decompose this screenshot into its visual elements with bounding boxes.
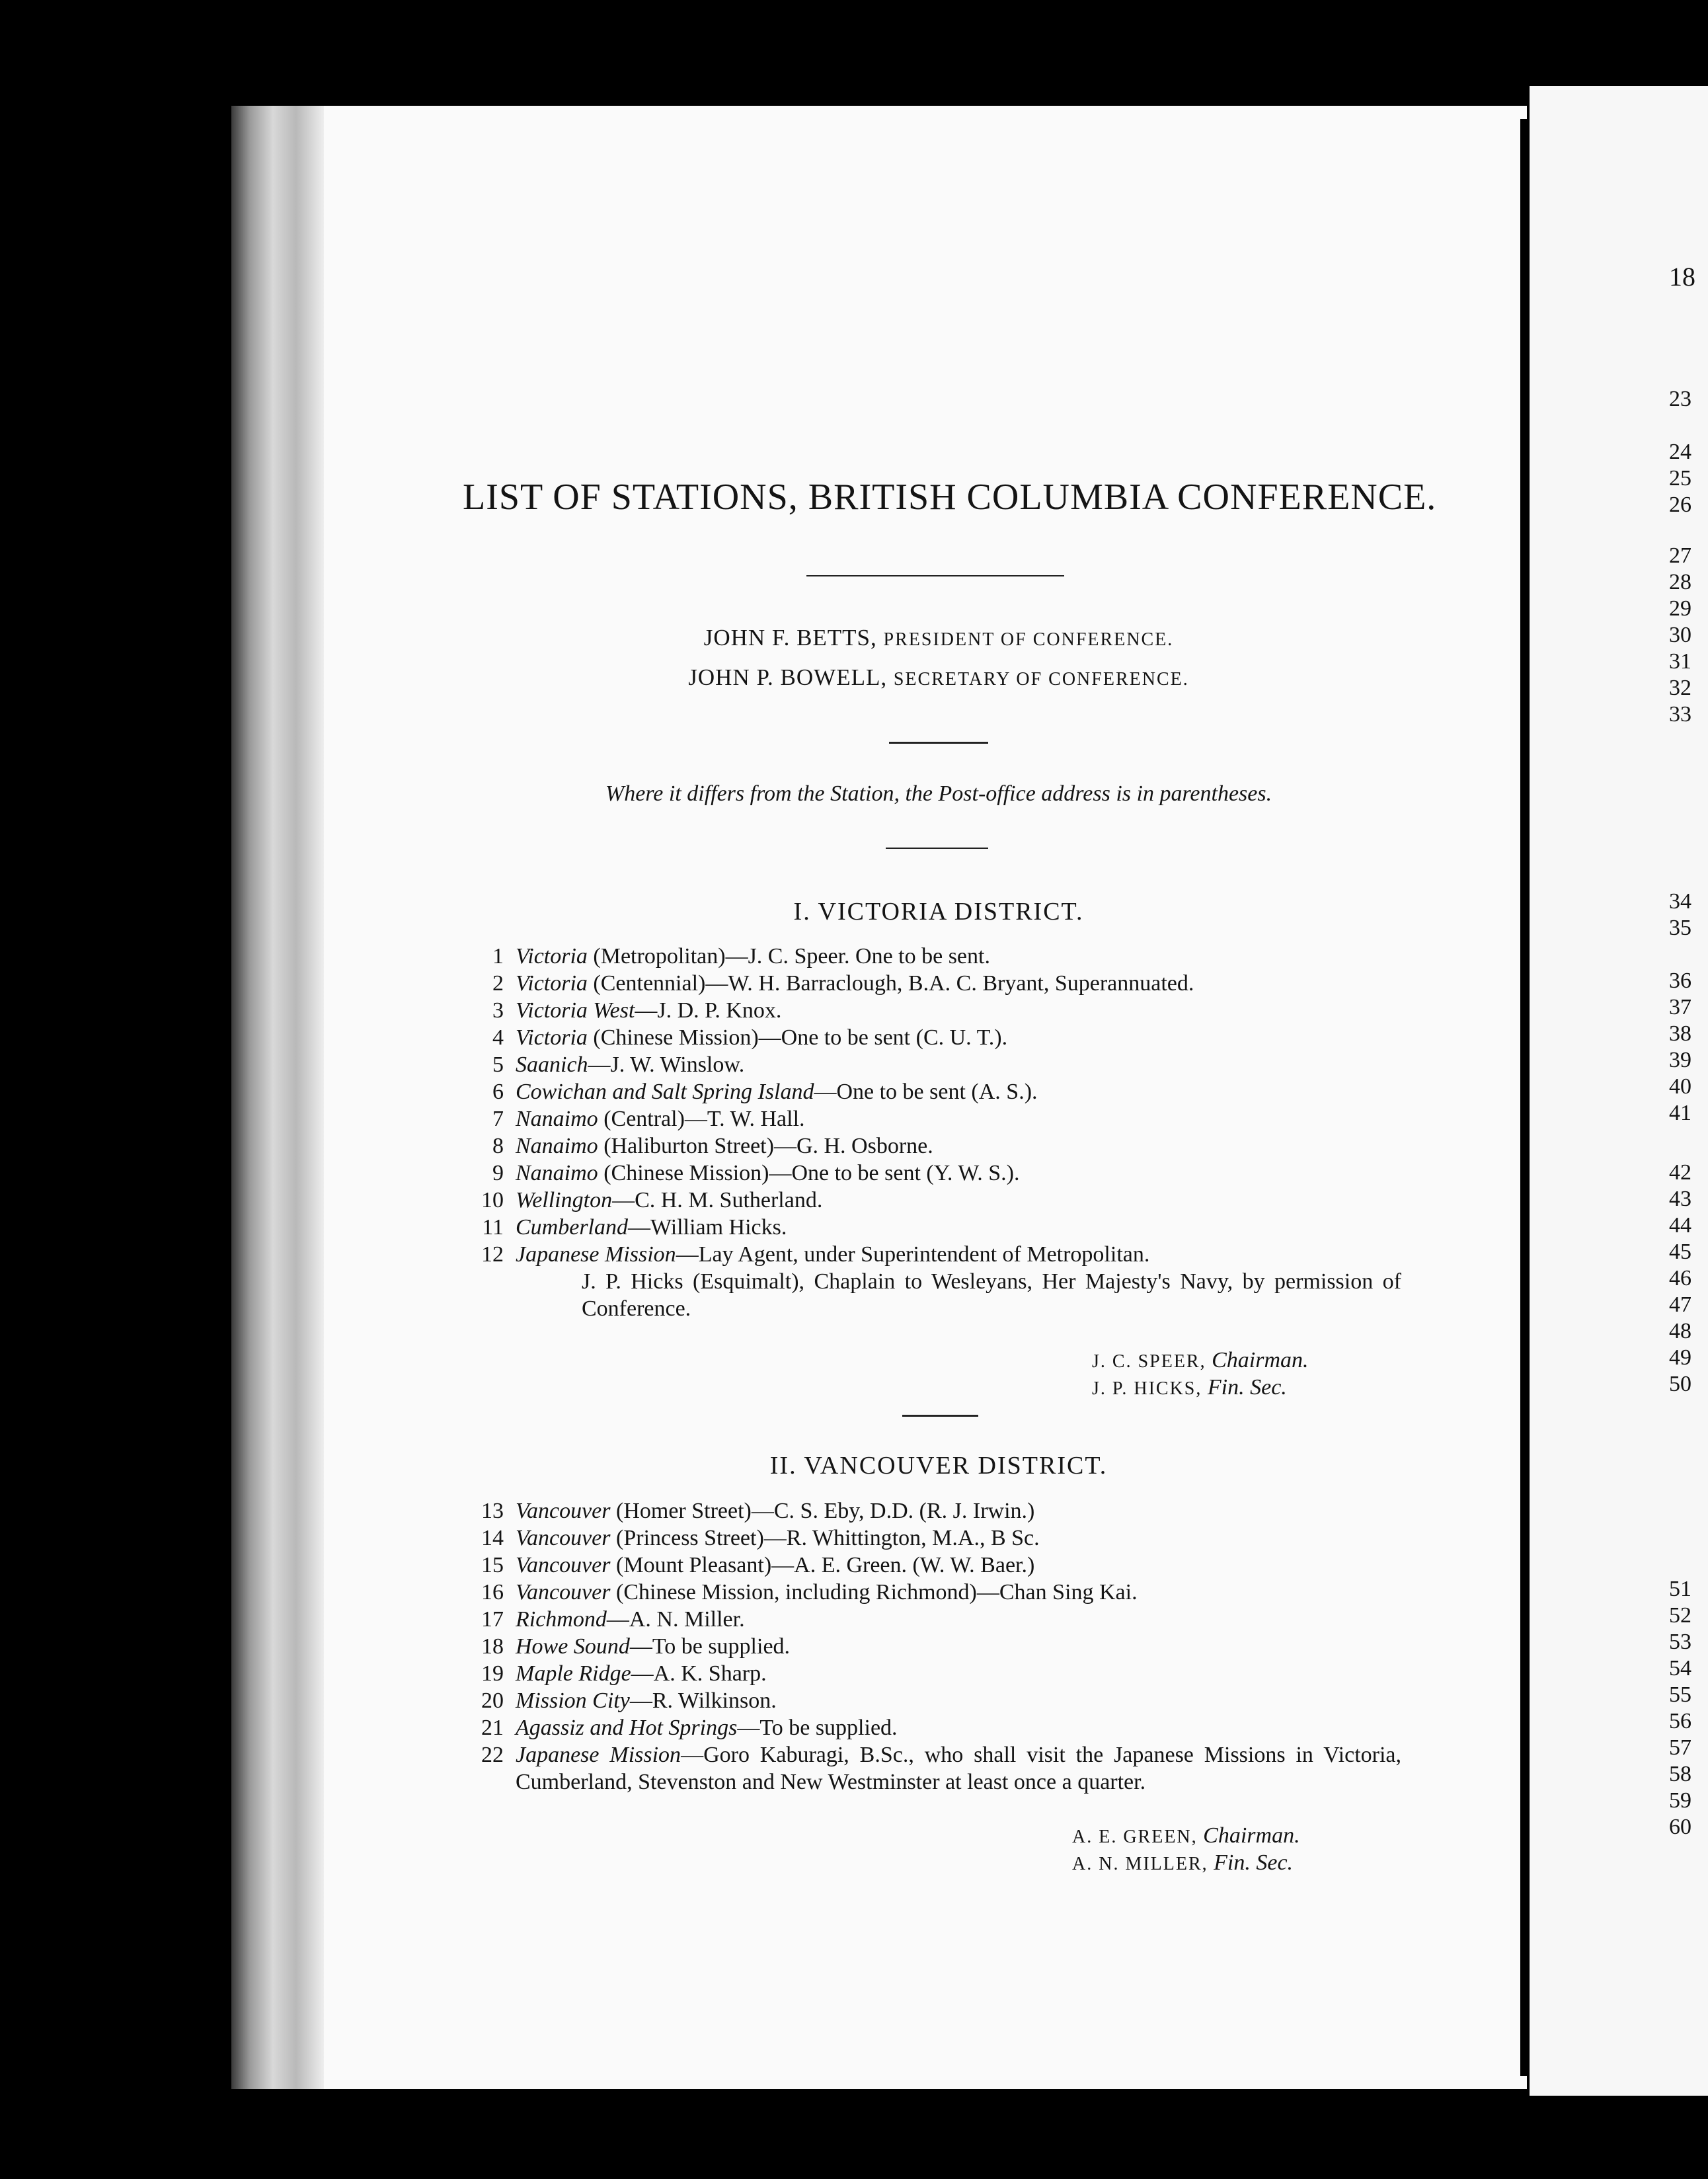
facing-page-number: 43 [1669, 1187, 1691, 1211]
station-number: 7 [492, 1107, 504, 1131]
station-detail: —To be supplied. [737, 1716, 898, 1740]
district-heading: I. VICTORIA DISTRICT. [793, 898, 1084, 926]
station-number: 16 [481, 1580, 504, 1605]
station-number: 9 [492, 1161, 504, 1185]
officer-president [463, 625, 1415, 651]
chairman-signature [1092, 1347, 1489, 1375]
fin-sec-signature [1072, 1850, 1469, 1878]
station-entry [463, 943, 1401, 970]
signature-name: A. E. GREEN, [1072, 1827, 1198, 1847]
station-place: Japanese Mission [516, 1743, 681, 1767]
station-detail: —One to be sent (A. S.). [814, 1080, 1038, 1104]
station-entry [463, 970, 1401, 997]
station-detail: —Lay Agent, under Superintendent of Metropolitan. [676, 1242, 1150, 1267]
divider [902, 1415, 978, 1417]
station-text [516, 997, 1401, 1024]
station-number: 15 [481, 1553, 504, 1577]
station-entry [463, 1132, 1401, 1160]
facing-page-number: 49 [1669, 1345, 1691, 1370]
station-entry [463, 1024, 1401, 1051]
facing-page-number: 55 [1669, 1683, 1691, 1707]
station-number: 10 [481, 1188, 504, 1212]
facing-page-number: 31 [1669, 649, 1691, 674]
officer-role: PRESIDENT OF CONFERENCE. [883, 629, 1174, 650]
station-place: Vancouver [516, 1580, 611, 1605]
address-note: Where it differs from the Station, the Post-office address is in parentheses. [605, 781, 1272, 806]
officer-role: SECRETARY OF CONFERENCE. [893, 669, 1189, 690]
station-detail: —To be supplied. [629, 1634, 791, 1659]
station-detail: —J. D. P. Knox. [635, 998, 782, 1023]
signature-name: A. N. MILLER, [1072, 1854, 1208, 1874]
station-place: Mission City [516, 1688, 630, 1713]
facing-page-number: 34 [1669, 889, 1691, 914]
station-entry [463, 1497, 1401, 1525]
facing-page-number: 29 [1669, 596, 1691, 621]
station-entry [463, 1741, 1401, 1796]
station-detail: (Homer Street)—C. S. Eby, D.D. (R. J. Irwin.) [610, 1499, 1035, 1523]
station-entry [463, 1051, 1401, 1078]
station-text [516, 1078, 1401, 1105]
station-detail: (Central)—T. W. Hall. [598, 1107, 805, 1131]
station-place: Victoria West [516, 998, 635, 1023]
station-number: 2 [492, 971, 504, 996]
station-text [516, 1024, 1401, 1051]
station-text [516, 1105, 1401, 1132]
station-text [516, 1051, 1401, 1078]
facing-page-number: 33 [1669, 702, 1691, 727]
station-detail: —Goro Kaburagi, B.Sc., who shall visit the Japanese Missions in Victoria, Cumberland, Stevenston and New Westminster at least once a quarter. [516, 1743, 1402, 1794]
station-number: 20 [481, 1688, 504, 1713]
station-entry [463, 1078, 1401, 1105]
station-detail: (Mount Pleasant)—A. E. Green. (W. W. Baer.) [610, 1553, 1035, 1577]
station-entry [463, 1241, 1401, 1268]
station-place: Richmond [516, 1607, 607, 1632]
station-text [516, 1132, 1401, 1160]
page-title: LIST OF STATIONS, BRITISH COLUMBIA CONFERENCE. [463, 477, 1437, 518]
district-heading: II. VANCOUVER DISTRICT. [769, 1452, 1108, 1480]
station-text [516, 970, 1401, 997]
facing-page-number: 44 [1669, 1213, 1691, 1238]
station-detail: —J. W. Winslow. [588, 1052, 745, 1077]
station-place: Victoria [516, 944, 588, 969]
facing-page-number: 23 [1669, 387, 1691, 411]
divider [889, 742, 988, 744]
station-entry [463, 1687, 1401, 1714]
facing-page-number: 58 [1669, 1762, 1691, 1786]
station-detail: (Haliburton Street)—G. H. Osborne. [598, 1134, 933, 1158]
station-number: 6 [492, 1080, 504, 1104]
officer-secretary [463, 664, 1415, 691]
signature-role: Chairman. [1203, 1823, 1300, 1848]
station-text [516, 1714, 1401, 1741]
station-number: 17 [481, 1607, 504, 1632]
station-number: 8 [492, 1134, 504, 1158]
station-number: 19 [481, 1661, 504, 1686]
station-text [516, 1214, 1401, 1241]
facing-page-number: 45 [1669, 1240, 1691, 1264]
station-text [516, 1160, 1401, 1187]
district-entries [463, 943, 1401, 1322]
divider [886, 848, 988, 849]
station-place: Victoria [516, 1025, 588, 1050]
officer-name: JOHN F. BETTS, [703, 625, 877, 651]
station-detail: —R. Wilkinson. [629, 1688, 777, 1713]
facing-page-number: 56 [1669, 1709, 1691, 1733]
signature-name: J. C. SPEER, [1092, 1351, 1206, 1372]
station-text [516, 1525, 1401, 1552]
station-number: 1 [492, 944, 504, 969]
facing-page-number: 47 [1669, 1292, 1691, 1317]
station-number: 14 [481, 1526, 504, 1550]
station-number: 5 [492, 1052, 504, 1077]
station-entry [463, 1714, 1401, 1741]
station-number: 3 [492, 998, 504, 1023]
station-detail: (Chinese Mission)—One to be sent (Y. W. S.). [598, 1161, 1020, 1185]
facing-page-number: 35 [1669, 916, 1691, 940]
facing-page-number: 30 [1669, 623, 1691, 647]
facing-page-number: 40 [1669, 1074, 1691, 1099]
facing-page-number: 53 [1669, 1630, 1691, 1654]
station-text [516, 1660, 1401, 1687]
chairman-signature [1072, 1823, 1469, 1850]
station-entry [463, 1187, 1401, 1214]
facing-page-number: 41 [1669, 1101, 1691, 1125]
station-detail: —C. H. M. Sutherland. [612, 1188, 823, 1212]
facing-page-number: 28 [1669, 570, 1691, 594]
station-place: Japanese Mission [516, 1242, 676, 1267]
station-entry [463, 1525, 1401, 1552]
station-place: Nanaimo [516, 1107, 598, 1131]
facing-page-number: 46 [1669, 1266, 1691, 1290]
facing-page-number: 42 [1669, 1160, 1691, 1185]
station-detail: —A. K. Sharp. [631, 1661, 767, 1686]
facing-page-number: 32 [1669, 676, 1691, 700]
facing-page-number: 57 [1669, 1735, 1691, 1760]
station-place: Saanich [516, 1052, 588, 1077]
station-place: Howe Sound [516, 1634, 630, 1659]
station-text [516, 1552, 1401, 1579]
signature-role: Fin. Sec. [1207, 1375, 1287, 1400]
station-number: 22 [481, 1743, 504, 1767]
station-place: Maple Ridge [516, 1661, 631, 1686]
facing-page-number: 52 [1669, 1603, 1691, 1628]
signature-role: Fin. Sec. [1214, 1850, 1294, 1875]
station-entry [463, 1660, 1401, 1687]
fin-sec-signature [1092, 1374, 1489, 1402]
station-entry [463, 1579, 1401, 1606]
station-detail: (Centennial)—W. H. Barraclough, B.A. C. Bryant, Superannuated. [587, 971, 1194, 996]
station-place: Victoria [516, 971, 588, 996]
facing-page-number: 24 [1669, 440, 1691, 464]
facing-page-header: 18 [1669, 262, 1695, 292]
station-text [516, 1579, 1401, 1606]
facing-page-number: 39 [1669, 1048, 1691, 1072]
facing-page-number: 38 [1669, 1021, 1691, 1046]
facing-page-number: 50 [1669, 1372, 1691, 1396]
facing-page-number: 54 [1669, 1656, 1691, 1681]
station-number: 12 [481, 1242, 504, 1267]
station-place: Nanaimo [516, 1161, 598, 1185]
station-entry [463, 997, 1401, 1024]
district-entries [463, 1497, 1401, 1796]
facing-page-number: 37 [1669, 995, 1691, 1019]
station-detail: (Princess Street)—R. Whittington, M.A., B Sc. [610, 1526, 1040, 1550]
facing-page-number: 48 [1669, 1319, 1691, 1343]
station-number: 21 [481, 1716, 504, 1740]
station-entry [463, 1552, 1401, 1579]
station-text [516, 943, 1401, 970]
station-detail: —William Hicks. [628, 1215, 787, 1240]
station-place: Vancouver [516, 1526, 611, 1550]
chaplain-note: J. P. Hicks (Esquimalt), Chaplain to Wesleyans, Her Majesty's Navy, by permission of Conference. [582, 1269, 1401, 1321]
station-place: Cumberland [516, 1215, 628, 1240]
station-entry [463, 1160, 1401, 1187]
facing-page-number: 60 [1669, 1815, 1691, 1839]
station-entry [463, 1105, 1401, 1132]
station-text [516, 1687, 1401, 1714]
station-entry [463, 1606, 1401, 1633]
facing-page-number: 59 [1669, 1788, 1691, 1813]
station-text [516, 1606, 1401, 1633]
station-number: 4 [492, 1025, 504, 1050]
station-place: Cowichan and Salt Spring Island [516, 1080, 814, 1104]
station-detail: (Chinese Mission, including Richmond)—Chan Sing Kai. [610, 1580, 1138, 1605]
facing-page-number: 36 [1669, 969, 1691, 993]
station-detail: —A. N. Miller. [606, 1607, 745, 1632]
officer-name: JOHN P. BOWELL, [688, 664, 888, 690]
station-text [516, 1497, 1401, 1525]
station-place: Nanaimo [516, 1134, 598, 1158]
station-place: Wellington [516, 1188, 613, 1212]
facing-page-number: 27 [1669, 543, 1691, 568]
station-text [516, 1241, 1401, 1268]
station-number: 13 [481, 1499, 504, 1523]
facing-page-number: 25 [1669, 466, 1691, 491]
station-place: Agassiz and Hot Springs [516, 1716, 738, 1740]
station-place: Vancouver [516, 1553, 611, 1577]
facing-page-number: 26 [1669, 493, 1691, 517]
station-detail: (Chinese Mission)—One to be sent (C. U. T.). [587, 1025, 1008, 1050]
page-gutter [231, 106, 324, 2089]
station-place: Vancouver [516, 1499, 611, 1523]
station-number: 18 [481, 1634, 504, 1659]
station-text [516, 1741, 1401, 1796]
station-text [516, 1633, 1401, 1660]
signature-role: Chairman. [1212, 1348, 1309, 1372]
station-detail: (Metropolitan)—J. C. Speer. One to be sent. [587, 944, 990, 969]
facing-page-number: 51 [1669, 1577, 1691, 1601]
station-text [516, 1187, 1401, 1214]
station-entry [463, 1633, 1401, 1660]
station-entry [463, 1214, 1401, 1241]
signature-name: J. P. HICKS, [1092, 1378, 1202, 1399]
divider [806, 575, 1064, 576]
station-number: 11 [482, 1215, 504, 1240]
book-spine [1520, 119, 1530, 2076]
